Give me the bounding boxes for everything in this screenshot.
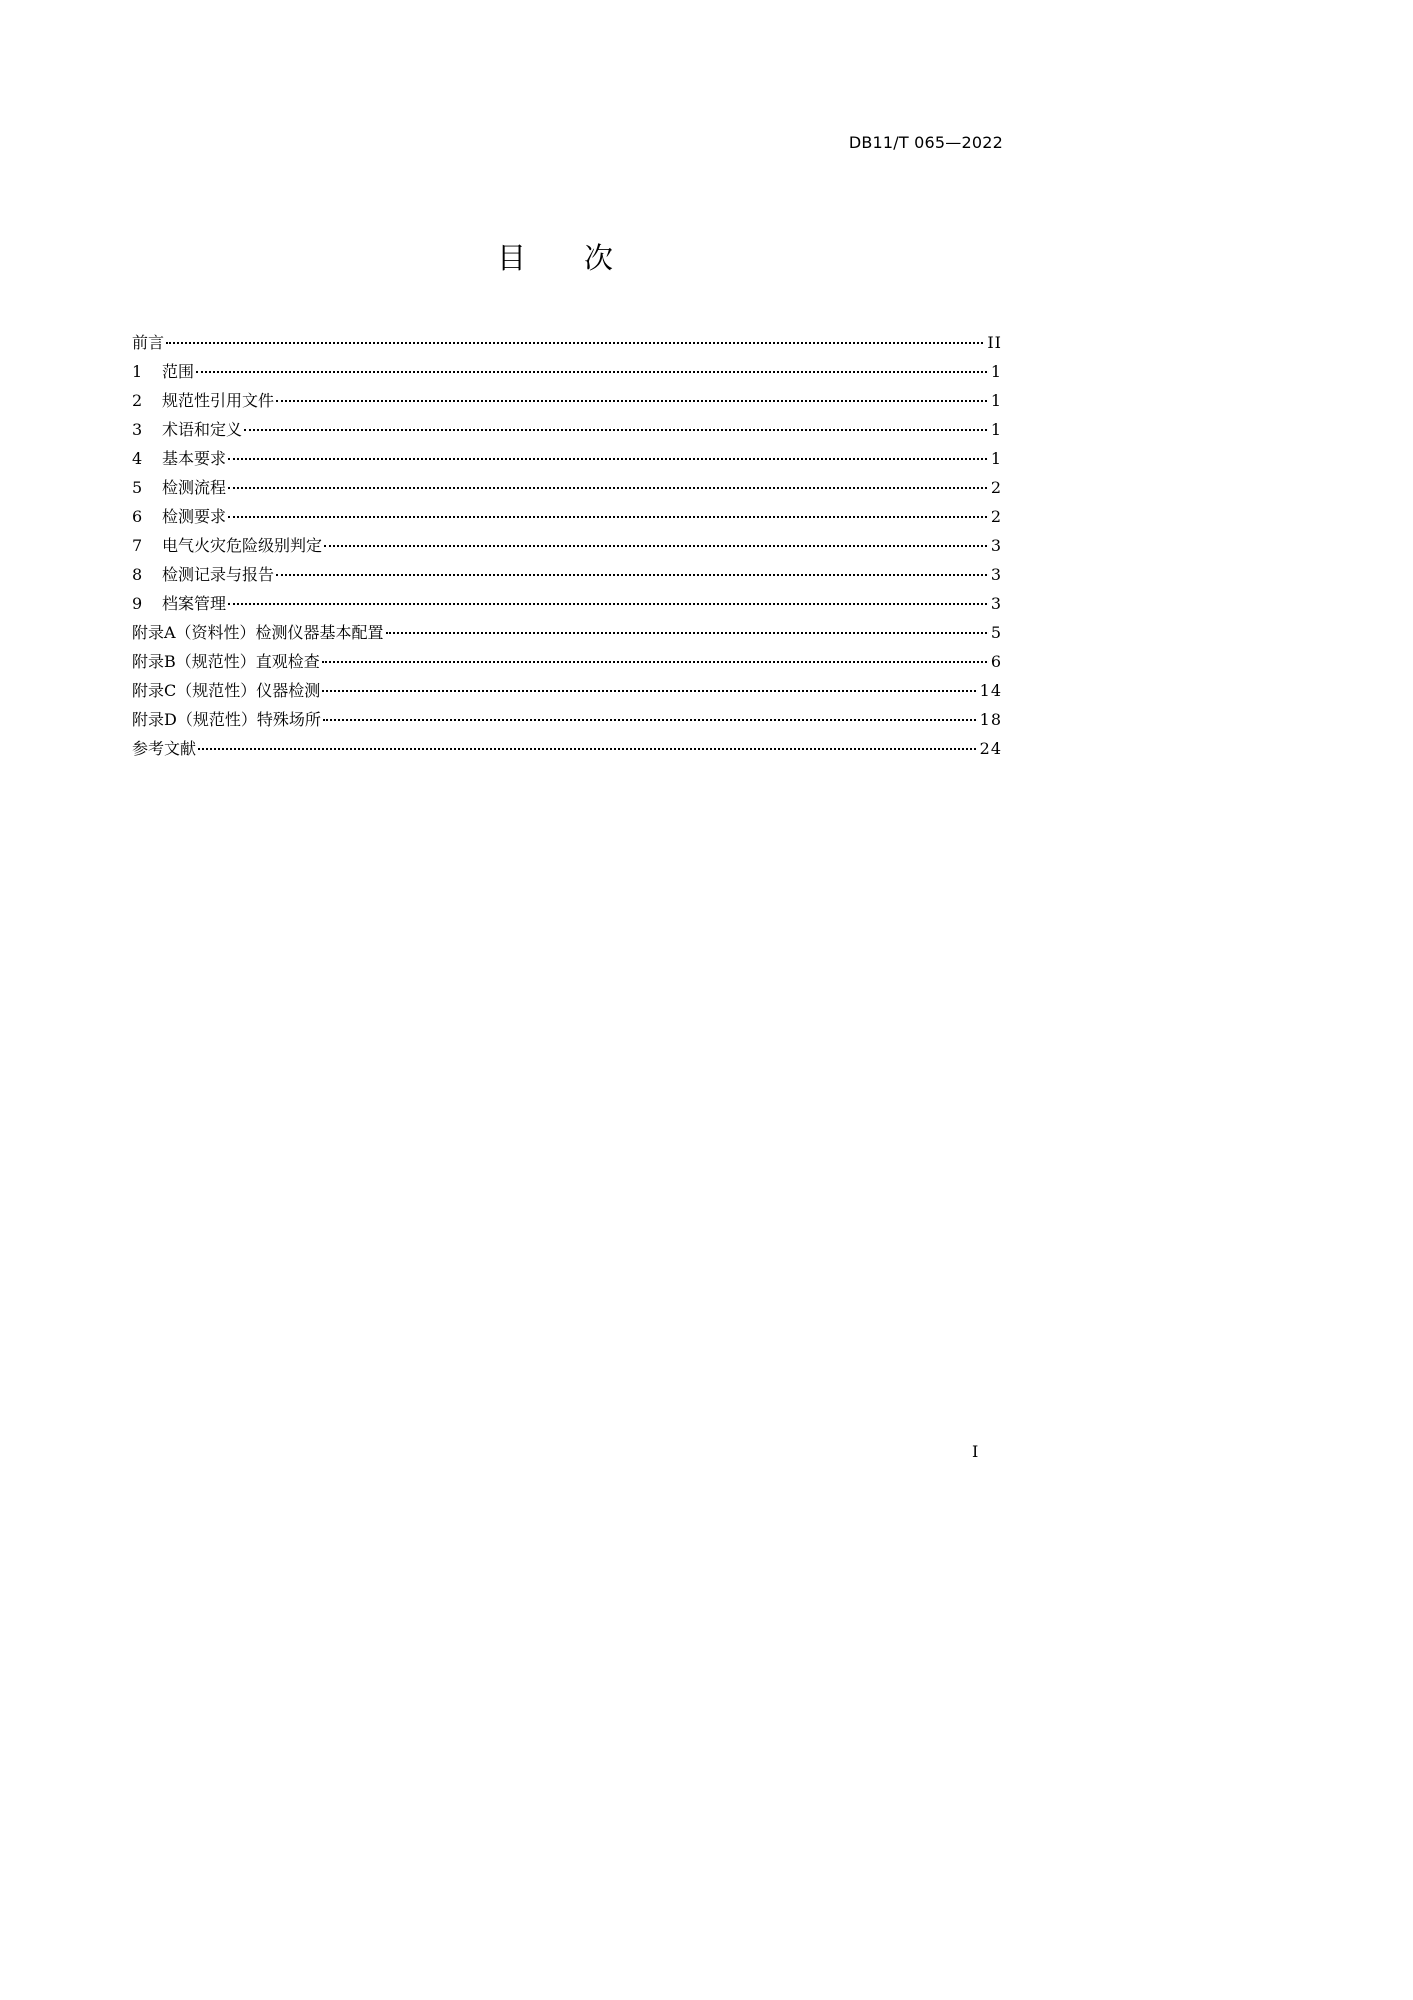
toc-entry-number: 5 bbox=[132, 478, 143, 497]
toc-entry-page: 5 bbox=[990, 623, 1002, 642]
toc-entry-page: II bbox=[987, 333, 1002, 352]
toc-entry-label: 附录B（规范性）直观检查 bbox=[132, 652, 320, 671]
toc-entry-page: 1 bbox=[990, 362, 1002, 381]
toc-entry-normative-references[interactable] bbox=[132, 386, 1002, 415]
dot-leader bbox=[324, 545, 987, 547]
page-title: 目次 bbox=[496, 241, 671, 275]
dot-leader bbox=[322, 661, 987, 663]
toc-entry-label: 术语和定义 bbox=[162, 420, 243, 439]
toc-entry-page: 1 bbox=[990, 449, 1002, 468]
toc-entry-number: 9 bbox=[132, 594, 143, 613]
toc-entry-records-reports[interactable] bbox=[132, 560, 1002, 589]
toc-entry-page: 3 bbox=[990, 594, 1002, 613]
toc-entry-basic-requirements[interactable] bbox=[132, 444, 1002, 473]
toc-entry-page: 18 bbox=[979, 710, 1002, 729]
toc-entry-page: 1 bbox=[990, 420, 1002, 439]
toc-entry-inspection-process[interactable] bbox=[132, 473, 1002, 502]
toc-entry-label: 检测流程 bbox=[162, 478, 227, 497]
toc-entry-appendix-a[interactable] bbox=[132, 618, 1002, 647]
dot-leader bbox=[228, 487, 987, 489]
toc-entry-label: 检测记录与报告 bbox=[162, 565, 275, 584]
toc-entry-label: 检测要求 bbox=[162, 507, 227, 526]
toc-entry-page: 2 bbox=[990, 478, 1002, 497]
toc-entry-number: 2 bbox=[132, 391, 143, 410]
toc-entry-terms-definitions[interactable] bbox=[132, 415, 1002, 444]
toc-entry-number: 3 bbox=[132, 420, 143, 439]
toc-entry-foreword[interactable] bbox=[132, 328, 1002, 357]
toc-entry-fire-risk-level[interactable] bbox=[132, 531, 1002, 560]
toc-entry-label: 附录A（资料性）检测仪器基本配置 bbox=[132, 623, 384, 642]
dot-leader bbox=[323, 719, 976, 721]
toc-entry-number: 8 bbox=[132, 565, 143, 584]
toc-entry-label: 参考文献 bbox=[132, 739, 197, 758]
toc-entry-label: 基本要求 bbox=[162, 449, 227, 468]
toc-entry-label: 规范性引用文件 bbox=[162, 391, 275, 410]
toc-entry-appendix-b[interactable] bbox=[132, 647, 1002, 676]
dot-leader bbox=[228, 458, 987, 460]
toc-entry-label: 前言 bbox=[132, 333, 165, 352]
dot-leader bbox=[196, 371, 987, 373]
dot-leader bbox=[228, 516, 987, 518]
toc-entry-number: 7 bbox=[132, 536, 143, 555]
toc-entry-number: 4 bbox=[132, 449, 143, 468]
toc-entry-bibliography[interactable] bbox=[132, 734, 1002, 763]
toc-entry-appendix-d[interactable] bbox=[132, 705, 1002, 734]
toc-entry-number: 6 bbox=[132, 507, 143, 526]
toc-entry-page: 14 bbox=[979, 681, 1002, 700]
toc-entry-label: 档案管理 bbox=[162, 594, 227, 613]
toc-entry-label: 附录D（规范性）特殊场所 bbox=[132, 710, 321, 729]
dot-leader bbox=[198, 748, 976, 750]
toc-entry-inspection-requirements[interactable] bbox=[132, 502, 1002, 531]
table-of-contents bbox=[132, 328, 1002, 763]
dot-leader bbox=[228, 603, 987, 605]
dot-leader bbox=[166, 342, 983, 344]
toc-entry-page: 24 bbox=[979, 739, 1002, 758]
toc-entry-scope[interactable] bbox=[132, 357, 1002, 386]
toc-entry-label: 范围 bbox=[162, 362, 195, 381]
toc-entry-page: 3 bbox=[990, 536, 1002, 555]
document-code: DB11/T 065—2022 bbox=[848, 133, 1003, 152]
dot-leader bbox=[276, 400, 987, 402]
dot-leader bbox=[276, 574, 987, 576]
toc-entry-page: 3 bbox=[990, 565, 1002, 584]
toc-entry-page: 6 bbox=[990, 652, 1002, 671]
toc-entry-page: 1 bbox=[990, 391, 1002, 410]
toc-entry-archive-management[interactable] bbox=[132, 589, 1002, 618]
page-number: I bbox=[972, 1442, 979, 1461]
toc-entry-label: 附录C（规范性）仪器检测 bbox=[132, 681, 321, 700]
toc-entry-number: 1 bbox=[132, 362, 143, 381]
dot-leader bbox=[244, 429, 987, 431]
toc-entry-label: 电气火灾危险级别判定 bbox=[162, 536, 323, 555]
toc-entry-page: 2 bbox=[990, 507, 1002, 526]
dot-leader bbox=[386, 632, 987, 634]
toc-entry-appendix-c[interactable] bbox=[132, 676, 1002, 705]
dot-leader bbox=[322, 690, 975, 692]
